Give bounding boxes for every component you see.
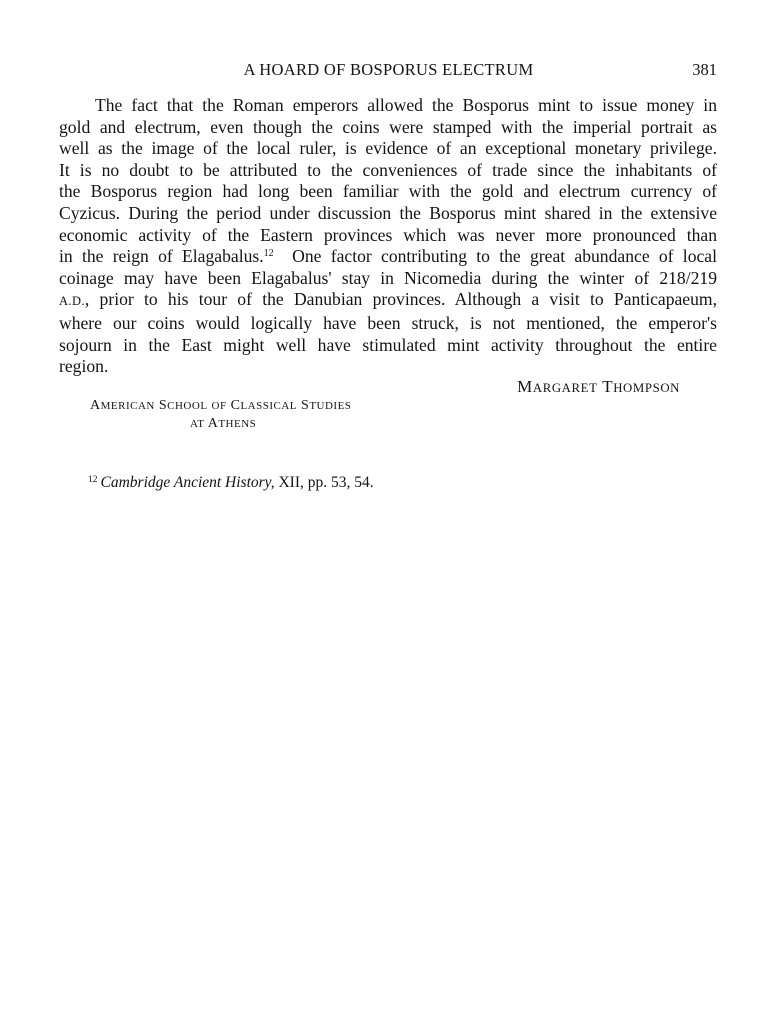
- footnote: [88, 474, 374, 492]
- text-line: [59, 289, 717, 313]
- text-line: region.: [59, 356, 109, 377]
- word-rest: MERICAN: [100, 400, 155, 412]
- text-segment: One factor contributing to the great abundance of local: [292, 246, 717, 267]
- word-rest: LASSICAL: [240, 400, 298, 412]
- text-line: where our coins would logically have been struck, is not mentioned, the emperor's: [59, 312, 717, 333]
- text-line: well as the image of the local ruler, is evidence of an exceptional monetary privilege.: [59, 138, 717, 159]
- word-rest: AT: [190, 418, 205, 430]
- initial: S: [158, 398, 168, 413]
- initial: T: [602, 377, 614, 396]
- affiliation-line: [90, 397, 351, 415]
- name-rest: HOMPSON: [613, 381, 680, 395]
- body-paragraph: [59, 95, 717, 378]
- text-line: The fact that the Roman emperors allowed the Bosporus mint to issue money in: [95, 95, 717, 115]
- ad-abbreviation: A.D.: [59, 294, 85, 309]
- footnote-number: 12: [88, 475, 98, 485]
- text-line: sojourn in the East might well have stimulated mint activity throughout the entire: [59, 334, 717, 355]
- text-line: gold and electrum, even though the coins were stamped with the imperial portrait as: [59, 116, 717, 137]
- author-affiliation: [90, 397, 351, 433]
- word-rest: THENS: [218, 418, 257, 430]
- footnote-title: Cambridge Ancient History,: [100, 474, 275, 491]
- text-line: the Bosporus region had long been familiar with the gold and electrum currency of: [59, 181, 717, 202]
- page-number: 381: [692, 60, 717, 79]
- word-rest: CHOOL: [167, 400, 208, 412]
- footnote-citation: XII, pp. 53, 54.: [278, 474, 374, 491]
- author-signature: [517, 377, 680, 397]
- word-rest: OF: [211, 400, 227, 412]
- initial: A: [207, 416, 219, 431]
- text-line: coinage may have been Elagabalus' stay in Nicomedia during the winter of 218/219: [59, 267, 717, 288]
- word-rest: TUDIES: [309, 400, 352, 412]
- running-title: A HOARD OF BOSPORUS ELECTRUM: [243, 60, 534, 79]
- initial: S: [301, 398, 310, 413]
- initial: M: [517, 377, 533, 396]
- running-header: [60, 60, 717, 82]
- initial: A: [90, 398, 101, 413]
- footnote-ref: 12: [263, 248, 274, 260]
- text-segment: in the reign of Elagabalus.: [59, 246, 264, 267]
- affiliation-line: [90, 415, 351, 433]
- text-segment: , prior to his tour of the Danubian provinces. Although a visit to Panticapaeum,: [84, 289, 717, 310]
- text-line: economic activity of the Eastern provinces which was never more pronounced than: [59, 224, 717, 245]
- initial: C: [230, 398, 241, 413]
- text-line: [59, 246, 717, 268]
- text-line: It is no doubt to be attributed to the conveniences of trade since the inhabitants of: [59, 159, 717, 180]
- text-line: Cyzicus. During the period under discussion the Bosporus mint shared in the extensive: [59, 202, 717, 223]
- name-rest: ARGARET: [532, 381, 598, 395]
